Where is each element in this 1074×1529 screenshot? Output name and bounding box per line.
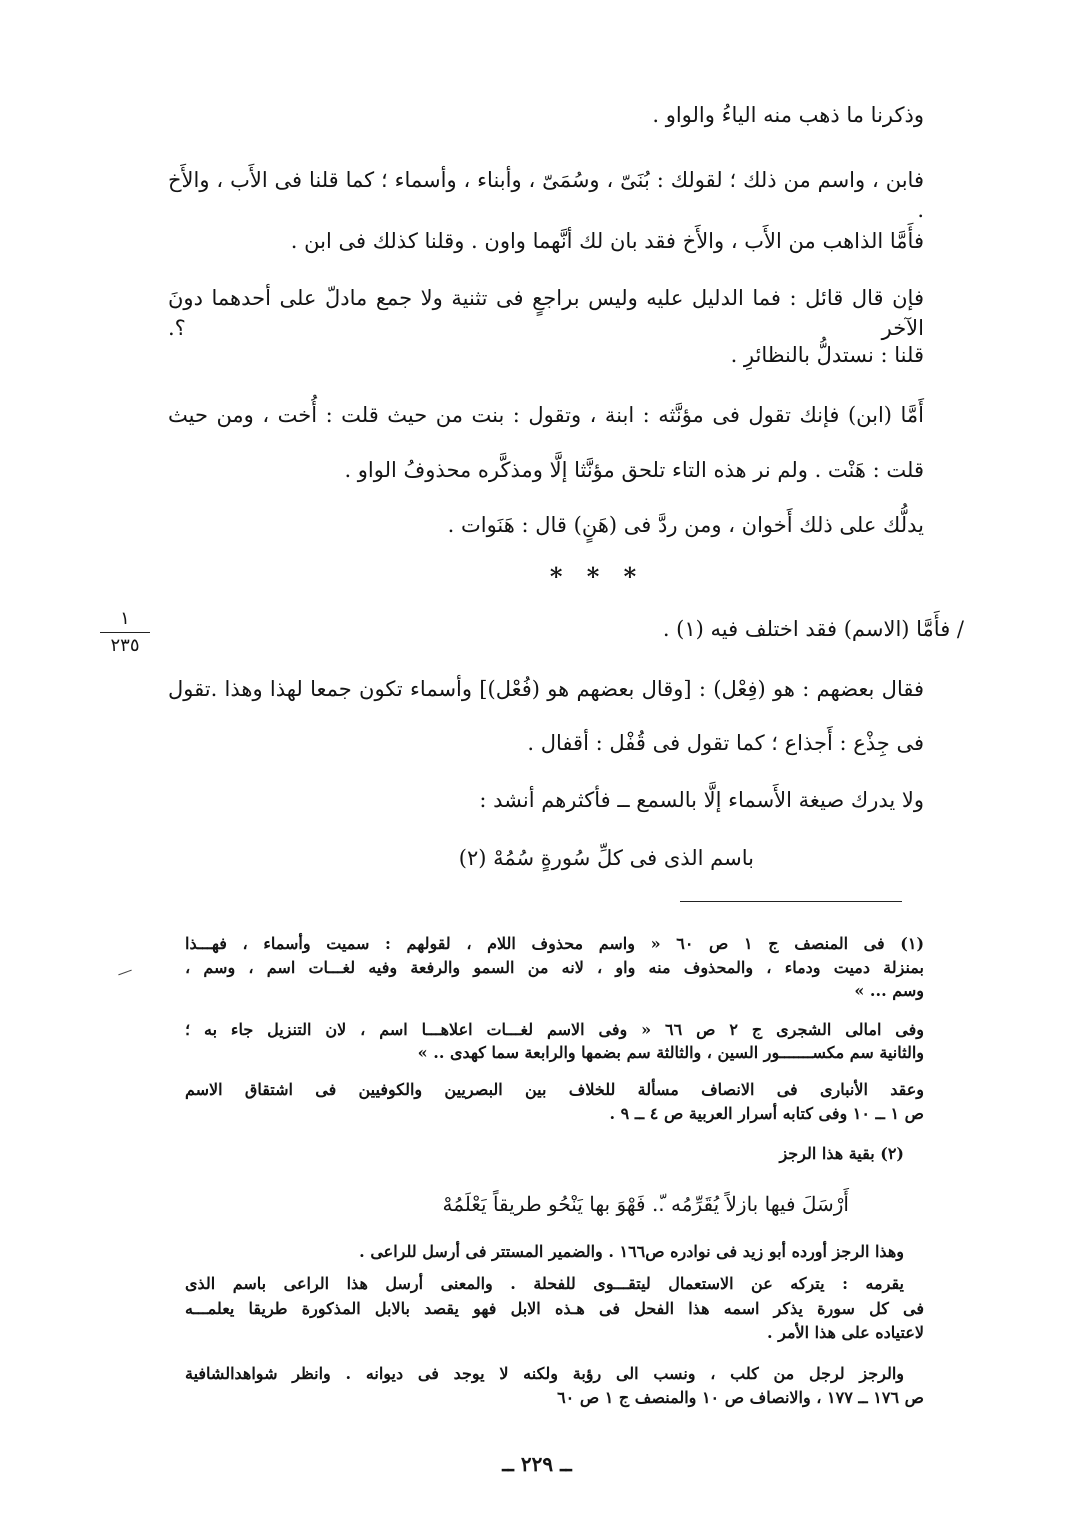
body-line-4: فإن قال قائل : فما الدليل عليه وليس براجعٍ فى تثنية ولا جمع مادلّ على أحدهما دونَ الآخر ؟. <box>168 286 924 340</box>
margin-tick <box>118 970 131 976</box>
footnote-line-13: والرجز لرجل من كلب ، ونسب الى رؤبة ولكنه لا يوجد فى ديوانه . وانظر شواهدالشافية <box>185 1364 904 1383</box>
footnote-line-1: (١) فى المنصف ج ١ ص ٦٠ « واسم محذوف اللام ، لقولهم : سميت وأسماء ، فهـــذا <box>185 934 924 953</box>
footnote-line-8: (٢) بقية هذا الرجز <box>779 1144 904 1163</box>
margin-reference-top: ١ <box>120 608 130 629</box>
footnote-line-6: وعقد الأنبارى فى الانصاف مسألة للخلاف بين البصريين والكوفيين فى اشتقاق الاسم <box>185 1080 924 1099</box>
body-line-2: فابن ، واسم من ذلك ؛ لقولك : بُنَىّ ، وسُمَىّ ، وأبناء ، وأسماء ؛ كما قلنا فى الأَب ، والأَخ . <box>168 168 924 222</box>
footnote-line-2: بمنزلة دميت ودماء ، والمحذوف منه واو ، لانه من السمو والرفعة وفيه لغـــات اسم ، وسم ، <box>185 958 924 977</box>
section-separator: * * * <box>549 562 645 591</box>
footnote-line-12: لاعتياده على هذا الأمر . <box>767 1323 924 1342</box>
footnote-line-10: يقرمه : يتركه عن الاستعمال ليتقـــوى للفحلة . والمعنى أرسل هذا الراعى باسم الذى <box>185 1274 904 1293</box>
page-number: ــ ٢٢٩ ــ <box>502 1452 572 1476</box>
footnote-line-11: فى كل سورة يذكر اسمه هذا الفحل فى هـذه الابل فهو يقصد بالابل المذكورة طريقا يعلمـــه <box>185 1299 924 1318</box>
body-line-6: أَمَّا (ابن) فإنك تقول فى مؤنَّثه : ابنة ، وتقول : بنت من حيث قلت : أُخت ، ومن حيث <box>168 403 924 427</box>
footnote-line-5: والثانية سم مكســـــــور السين ، والثالثة سم بضمها والرابعة سما كهدى .. » <box>417 1043 924 1062</box>
body-line-1: وذكرنا ما ذهب منه الياءُ والواو . <box>652 103 924 127</box>
footnote-line-14: ص ١٧٦ ــ ١٧٧ ، والانصاف ص ١٠ والمنصف ج ١ ص ٦٠ <box>557 1388 924 1407</box>
body-line-7: قلت : هَنْت . ولم نر هذه التاء تلحق مؤنَّثا إلَّا ومذكَّره محذوفُ الواو . <box>344 458 924 482</box>
body-line-11: فى جِذْع : أَجذاع ؛ كما تقول فى قُفْل : أقفال . <box>527 731 924 755</box>
body-line-9: / فأَمَّا (الاسم) فقد اختلف فيه (١) . <box>662 617 964 641</box>
margin-page-reference <box>100 608 150 657</box>
footnote-verse: أَرْسَلَ فيها بازلاً يُقَرِّمُه .ّ. فَهْوَ بها يَنْحُو طريقاً يَعْلَمُهْ <box>442 1192 849 1216</box>
body-line-3: فأَمَّا الذاهب من الأَب ، والأَخ فقد بان لك أنَّهما واون . وقلنا كذلك فى ابن . <box>290 229 924 253</box>
margin-reference-bar <box>100 632 150 633</box>
footnote-line-4: وفى امالى الشجرى ج ٢ ص ٦٦ « وفى الاسم لغـــات اعلاهـــا اسم ، لان التنزيل جاء به ؛ <box>185 1020 924 1039</box>
footnote-rule <box>680 901 902 902</box>
margin-reference-bottom: ٢٣٥ <box>110 635 140 656</box>
body-line-12: ولا يدرك صيغة الأَسماء إلَّا بالسمع ــ فأكثرهم أنشد : <box>479 788 924 812</box>
body-line-5: قلنا : نستدلُّ بالنظائرِ . <box>730 343 924 367</box>
footnote-line-9: وهذا الرجز أورده أبو زيد فى نوادره ص١٦٦ . والضمير المستتر فى أرسل للراعى . <box>359 1242 904 1261</box>
footnote-line-3: وسم ... » <box>854 981 924 1000</box>
footnote-line-7: ص ١ ــ ١٠ وفى كتابه أسرار العربية ص ٤ ــ ٩ . <box>609 1104 924 1123</box>
body-line-8: يدلُّك على ذلك أَخوان ، ومن ردَّ فى (هَنٍ) قال : هَنَوات . <box>447 513 924 537</box>
body-line-10: فقال بعضهم : هو (فِعْل) : [وقال بعضهم هو (فُعْل)] وأسماء تكون جمعا لهذا وهذا .تقول <box>168 677 924 701</box>
verse-line: باسم الذى فى كلِّ سُورةٍ سُمُهْ (٢) <box>458 846 754 870</box>
